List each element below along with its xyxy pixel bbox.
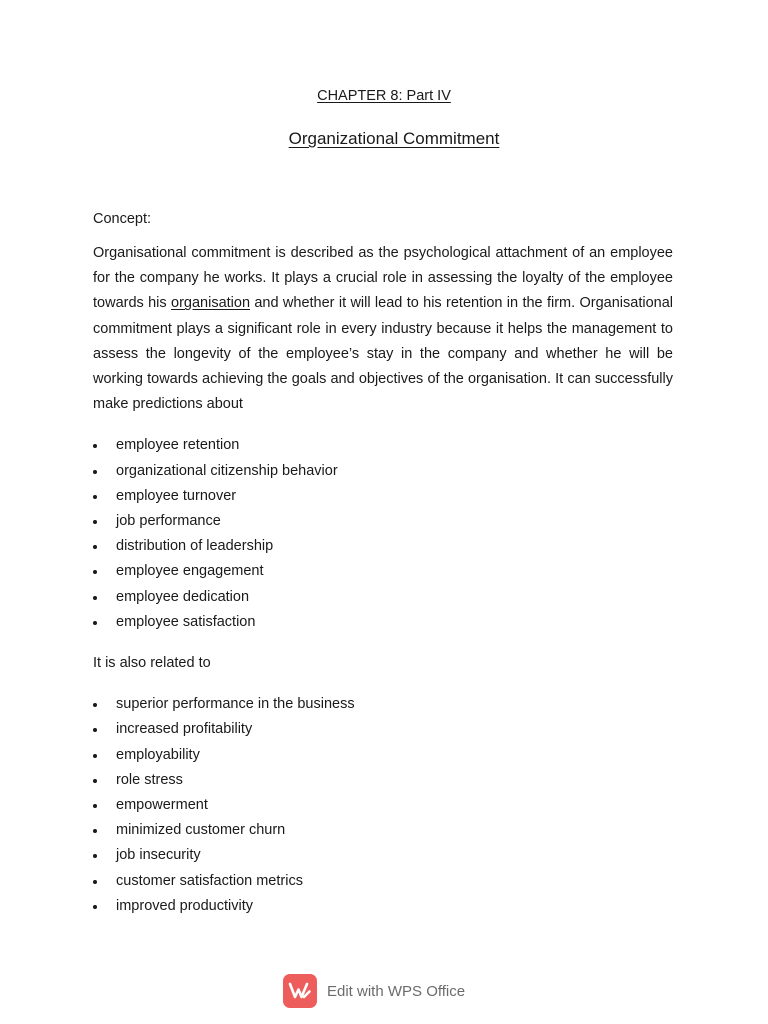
list-item-text: job insecurity (116, 847, 201, 864)
list-item-text: empowerment (116, 797, 208, 814)
list-item-text: increased profitability (116, 721, 253, 738)
list-item (93, 869, 673, 894)
bullet-icon (93, 804, 97, 808)
bullet-icon (93, 905, 97, 909)
chapter-heading: CHAPTER 8: Part IV (317, 88, 451, 104)
list-item-text: job performance (116, 513, 221, 530)
bullet-icon (93, 829, 97, 833)
document-body (93, 210, 673, 919)
related-intro: It is also related to (93, 655, 211, 672)
bullet-icon (93, 570, 97, 574)
bullet-icon (93, 754, 97, 758)
list-item-text: employee engagement (116, 563, 264, 580)
list-item (93, 692, 673, 717)
bullet-icon (93, 779, 97, 783)
list-item (93, 717, 673, 742)
list-item (93, 743, 673, 768)
list-item-text: organizational citizenship behavior (116, 462, 338, 479)
list-item (93, 559, 673, 584)
bullet-icon (93, 444, 97, 448)
list-item (93, 509, 673, 534)
document-title: Organizational Commitment (288, 129, 500, 148)
paragraph-text-end: and whether it will lead to his retention in the firm. Organisational commitment plays a significant role in every industry because it helps the management to assess the longevity of the employee’s stay in the company and whether he will be working towards achieving the goals and objectives of the organisation. It can successfully make predictions about (93, 295, 673, 413)
concept-heading: Concept: (93, 211, 152, 227)
list-item-text: minimized customer churn (116, 822, 286, 839)
bullet-icon (93, 596, 97, 600)
related-list (93, 692, 673, 919)
concept-paragraph (93, 241, 673, 417)
bullet-icon (93, 880, 97, 884)
list-item (93, 843, 673, 868)
list-item-text: customer satisfaction metrics (116, 872, 303, 889)
list-item (93, 585, 673, 610)
bullet-icon (93, 495, 97, 499)
edit-with-wps-label: Edit with WPS Office (327, 982, 466, 1000)
bullet-icon (93, 520, 97, 524)
list-item-text: employability (116, 746, 200, 763)
wps-office-logo-icon (283, 974, 317, 1008)
bullet-icon (93, 728, 97, 732)
list-item-text: employee retention (116, 437, 240, 454)
bullet-icon (93, 854, 97, 858)
list-item-text: role stress (116, 771, 183, 788)
predictions-list (93, 433, 673, 635)
list-item-text: employee turnover (116, 487, 237, 504)
list-item (93, 768, 673, 793)
list-item (93, 484, 673, 509)
underlined-word: organisation (171, 295, 251, 312)
list-item-text: improved productivity (116, 897, 253, 914)
list-item (93, 894, 673, 919)
list-item-text: superior performance in the business (116, 696, 355, 713)
list-item (93, 433, 673, 458)
list-item (93, 610, 673, 635)
bullet-icon (93, 703, 97, 707)
bullet-icon (93, 621, 97, 625)
list-item (93, 459, 673, 484)
bullet-icon (93, 545, 97, 549)
edit-with-wps-office-button[interactable] (283, 974, 465, 1008)
list-item-text: employee satisfaction (116, 613, 256, 630)
wps-w-glyph-icon (288, 981, 312, 1001)
list-item (93, 534, 673, 559)
list-item (93, 793, 673, 818)
bullet-icon (93, 470, 97, 474)
list-item-text: distribution of leadership (116, 538, 274, 555)
list-item (93, 818, 673, 843)
list-item-text: employee dedication (116, 588, 250, 605)
paragraph-text-start: Organisational commitment is described as the psychological attachment of an employee for the company he works. It plays a crucial role in assessing the loyalty of the employee towards his (93, 245, 673, 312)
